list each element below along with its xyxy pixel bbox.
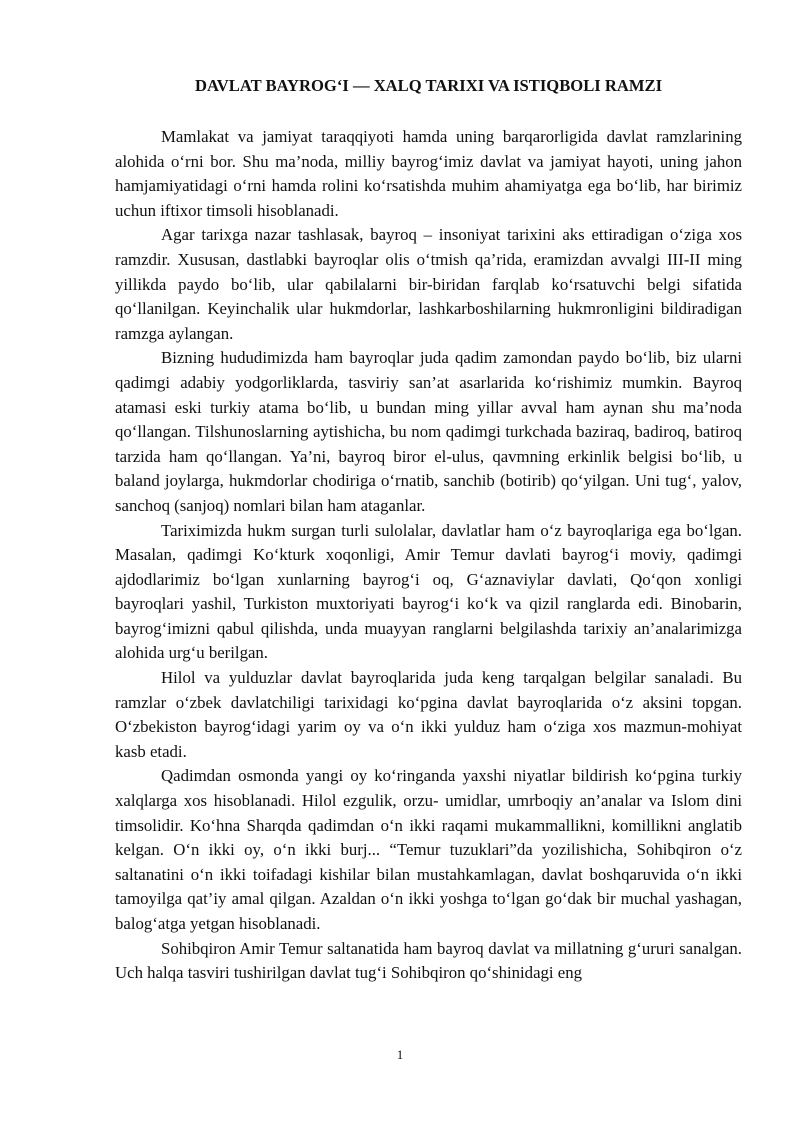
paragraph-6: Qadimdan osmonda yangi oy ko‘ringanda yaxshi niyatlar bildirish ko‘pgina turkiy xalqlarga xos hisoblanadi. Hilol ezgulik, orzu- umidlar, umrboqiy an’analar va Islom dini timsolidir. Ko‘hna Sharqda qadimdan o‘n ikki raqami mukammallikni, komillikni anglatib kelgan. O‘n ikki oy, o‘n ikki burj... “Temur tuzuklari”da yozilishicha, Sohibqiron o‘z saltanatini o‘n ikki toifadagi kishilar bilan mustahkamlagan, davlat boshqaruvida o‘n ikki tamoyilga qat’iy amal qilgan. Azaldan o‘n ikki yoshga to‘lgan go‘dak bir muchal yashagan, balog‘atga yetgan hisoblanadi. (115, 766, 742, 933)
paragraph-5: Hilol va yulduzlar davlat bayroqlarida juda keng tarqalgan belgilar sanaladi. Bu ramzlar o‘zbek davlatchiligi tarixidagi ko‘pgina davlat bayroqlarida o‘z aksini topgan. O‘zbekiston bayrog‘idagi yarim oy va o‘n ikki yulduz ham o‘ziga xos mazmun-mohiyat kasb etadi. (115, 668, 742, 761)
paragraph-3: Bizning hududimizda ham bayroqlar juda qadim zamondan paydo bo‘lib, biz ularni qadimgi adabiy yodgorliklarda, tasviriy san’at asarlarida ko‘rishimiz mumkin. Bayroq atamasi eski turkiy atama bo‘lib, u bundan ming yillar avval ham aynan shu ma’noda qo‘llangan. Tilshunoslarning aytishicha, bu nom qadimgi turkchada baziraq, badiroq, batiroq tarzida ham qo‘llangan. Ya’ni, bayroq biror el-ulus, qavmning erkinlik belgisi bo‘lib, u baland joylarga, hukmdorlar chodiriga o‘rnatib, sanchib (botirib) qo‘yilgan. Uni tug‘, yalov, sanchoq (sanjoq) nomlari bilan ham ataganlar. (115, 348, 742, 515)
paragraph-2: Agar tarixga nazar tashlasak, bayroq – insoniyat tarixini aks ettiradigan o‘ziga xos ramzdir. Xususan, dastlabki bayroqlar olis o‘tmish qa’rida, eramizdan avvalgi III-II ming yillikda paydo bo‘lib, ular qabilalarni bir-biridan farqlab ko‘rsatuvchi belgi sifatida qo‘llanilgan. Keyinchalik ular hukmdorlar, lashkarboshilarning hukmronligini bildiradigan ramzga aylangan. (115, 225, 742, 343)
document-title: DAVLAT BAYROG‘I — XALQ TARIXI VA ISTIQBOLI RAMZI (194, 76, 663, 95)
paragraph-7: Sohibqiron Amir Temur saltanatida ham bayroq davlat va millatning g‘ururi sanalgan. Uch halqa tasviri tushirilgan davlat tug‘i Sohibqiron qo‘shinidagi eng (115, 938, 742, 983)
paragraph-1: Mamlakat va jamiyat taraqqiyoti hamda uning barqarorligida davlat ramzlarining alohida o‘rni bor. Shu ma’noda, milliy bayrog‘imiz davlat va jamiyat hayoti, uning jahon hamjamiyatidagi o‘rni hamda rolini ko‘rsatishda muhim ahamiyatga ega bo‘lib, har birimiz uchun iftixor timsoli hisoblanadi. (115, 127, 742, 220)
page-number: 1 (396, 1047, 404, 1062)
document-body (115, 125, 742, 986)
paragraph-4: Tariximizda hukm surgan turli sulolalar, davlatlar ham o‘z bayroqlariga ega bo‘lgan. Masalan, qadimgi Ko‘kturk xoqonligi, Amir Temur davlati bayrog‘i moviy, qadimgi ajdodlarimiz bo‘lgan xunlarning bayrog‘i oq, G‘aznaviylar davlati, Qo‘qon xonligi bayroqlari yashil, Turkiston muxtoriyati bayrog‘i ko‘k va qizil ranglarda edi. Binobarin, bayrog‘imizni qabul qilishda, unda muayyan ranglarni belgilashda tarixiy an’analarimizga alohida urg‘u berilgan. (115, 520, 742, 663)
